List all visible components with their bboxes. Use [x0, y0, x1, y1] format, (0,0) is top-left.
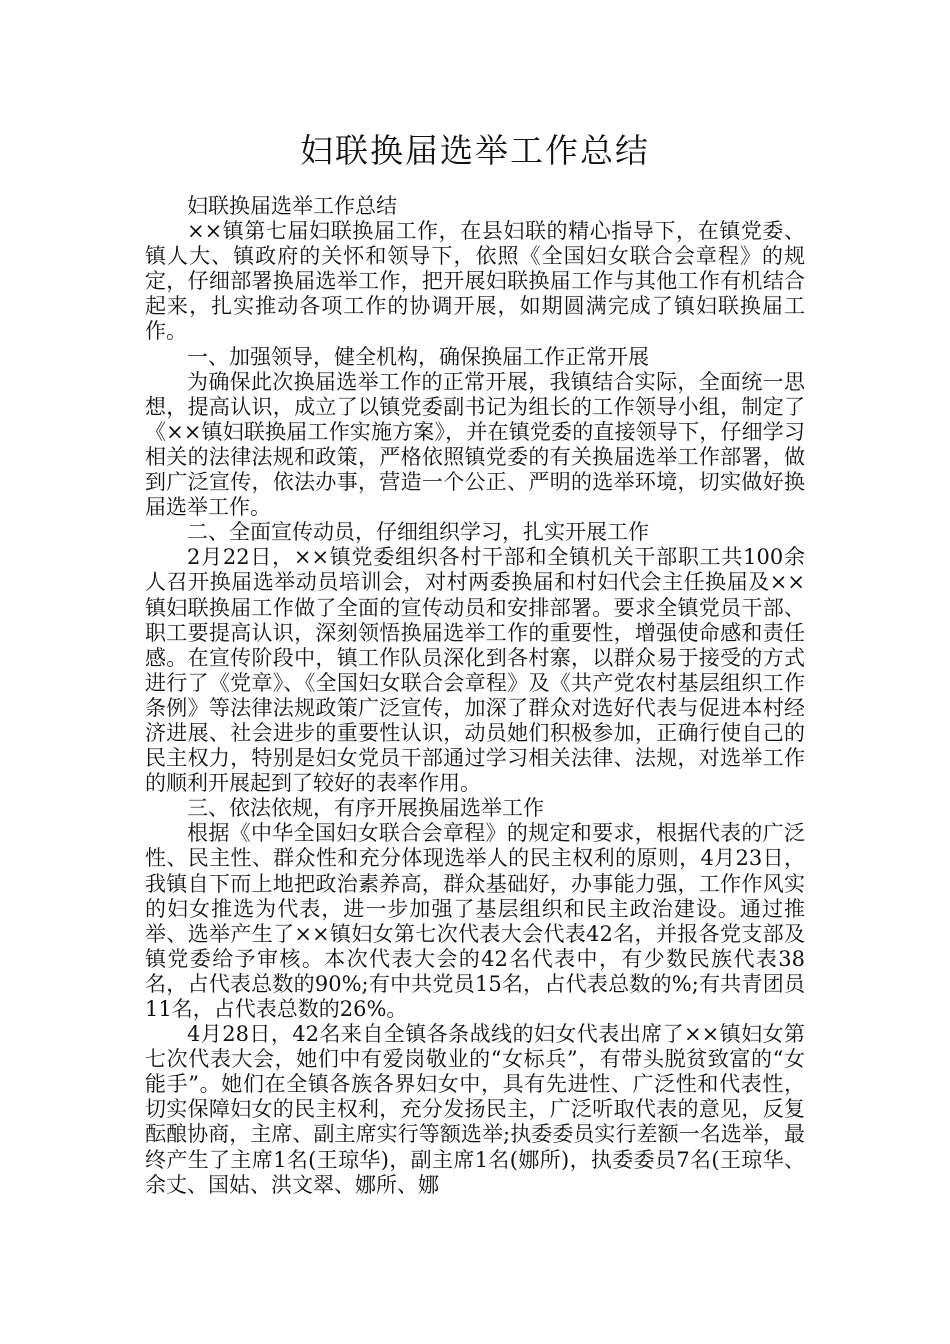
section-3-paragraph-2: 4月28日，42名来自全镇各条战线的妇女代表出席了××镇妇女第七次代表大会，她们中有爱岗敬业的“女标兵”，有带头脱贫致富的“女能手”。她们在全镇各族各界妇女中，具有先进性、广泛性和代表性，切实保障妇女的民主权利，充分发扬民主，广泛听取代表的意见，反复酝酿协商，主席、副主席实行等额选举;执委委员实行差额一名选举，最终产生了主席1名(王琼华)，副主席1名(娜所)，执委委员7名(王琼华、余丈、国姑、洪文翠、娜所、娜 [145, 1022, 805, 1197]
section-heading-1: 一、加强领导，健全机构，确保换届工作正常开展 [187, 344, 649, 369]
document-page [145, 120, 805, 1198]
section-3-paragraph-1: 根据《中华全国妇女联合会章程》的规定和要求，根据代表的广泛性、民主性、群众性和充分体现选举人的民主权利的原则，4月23日，我镇自下而上地把政治素养高，群众基础好，办事能力强，工作作风实的妇女推选为代表，进一步加强了基层组织和民主政治建设。通过推举、选举产生了××镇妇女第七次代表大会代表42名，并报各党支部及镇党委给予审核。本次代表大会的42名代表中，有少数民族代表38名，占代表总数的90%;有中共党员15名，占代表总数的%;有共青团员11名，占代表总数的26%。 [145, 821, 805, 1021]
intro-paragraph: ××镇第七届妇联换届工作，在县妇联的精心指导下，在镇党委、镇人大、镇政府的关怀和领导下，依照《全国妇女联合会章程》的规定，仔细部署换届选举工作，把开展妇联换届工作与其他工作有机结合起来，扎实推动各项工作的协调开展，如期圆满完成了镇妇联换届工作。 [145, 219, 805, 344]
subtitle-paragraph: 妇联换届选举工作总结 [187, 194, 397, 218]
document-body [145, 194, 805, 1198]
section-heading-3: 三、依法依规，有序开展换届选举工作 [187, 796, 544, 821]
section-heading-2: 二、全面宣传动员，仔细组织学习，扎实开展工作 [187, 520, 649, 545]
section-2-paragraph: 2月22日，××镇党委组织各村干部和全镇机关干部职工共100余人召开换届选举动员培训会，对村两委换届和村妇代会主任换届及××镇妇联换届工作做了全面的宣传动员和安排部署。要求全镇党员干部、职工要提高认识，深刻领悟换届选举工作的重要性，增强使命感和责任感。在宣传阶段中，镇工作队员深化到各村寨，以群众易于接受的方式进行了《党章》、《全国妇女联合会章程》及《共产党农村基层组织工作条例》等法律法规政策广泛宣传，加深了群众对选好代表与促进本村经济进展、社会进步的重要性认识，动员她们积极参加，正确行使自己的民主权力，特别是妇女党员干部通过学习相关法律、法规，对选举工作的顺利开展起到了较好的表率作用。 [145, 545, 805, 796]
document-title: 妇联换届选举工作总结 [300, 131, 650, 170]
section-1-paragraph: 为确保此次换届选举工作的正常开展，我镇结合实际，全面统一思想，提高认识，成立了以镇党委副书记为组长的工作领导小组，制定了《××镇妇联换届工作实施方案》，并在镇党委的直接领导下，仔细学习相关的法律法规和政策，严格依照镇党委的有关换届选举工作部署，做到广泛宣传，依法办事，营造一个公正、严明的选举环境，切实做好换届选举工作。 [145, 369, 805, 520]
